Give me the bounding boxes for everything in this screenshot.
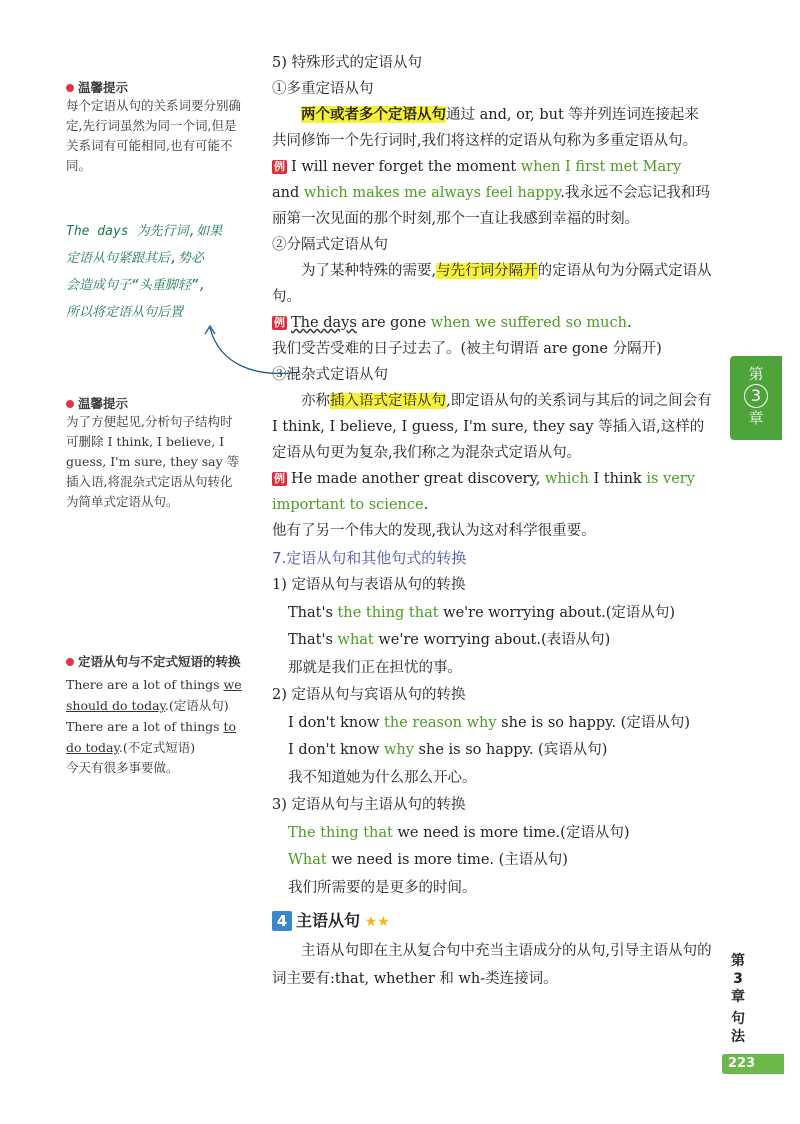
example-line: I don't know the reason why she is so happy. (定语从句) — [288, 714, 690, 731]
star-icon: ★★ — [364, 914, 390, 930]
example-translation: 那就是我们正在担忧的事。 — [288, 659, 462, 676]
bullet-icon — [66, 658, 74, 666]
bullet-icon — [66, 400, 74, 408]
page-number: 223 — [722, 1054, 784, 1074]
example-line: That's what we're worrying about.(表语从句) — [288, 632, 611, 648]
tip-title: 定语从句与不定式短语的转换 — [66, 652, 244, 672]
tip-box-1 — [66, 78, 242, 176]
chapter-tab[interactable]: 第 3 章 — [730, 356, 782, 440]
tip-text: 每个定语从句的关系词要分别确定,先行词虽然为同一个词,但是关系词有可能相同,也有可能不同。 — [66, 98, 242, 173]
example-line: What we need is more time. (主语从句) — [288, 852, 568, 868]
example-line: I don't know why she is so happy. (宾语从句) — [288, 742, 608, 758]
section-number-badge: 4 — [272, 911, 292, 931]
subsection-heading: ②分隔式定语从句 — [272, 237, 388, 253]
example: 例 The days are gone when we suffered so much. — [274, 315, 632, 331]
tip-example: There are a lot of things to do today.(不定式短语) — [66, 719, 237, 755]
section-heading: 5) 特殊形式的定语从句 — [272, 55, 422, 71]
tip-text: 为了方便起见,分析句子结构时可删除 I think, I believe, I guess, I'm sure, they say 等插入语,将混杂式定语从句转化为简单式定语从句。 — [66, 414, 240, 509]
section-7-heading: 7.定语从句和其他句式的转换 — [272, 549, 467, 567]
section-7-body — [272, 572, 712, 902]
bullet-icon — [66, 84, 74, 92]
section-4-heading: 4 主语从句 ★★ — [272, 906, 712, 937]
handwriting-line: 所以将定语从句后置 — [66, 305, 184, 320]
paragraph: 两个或者多个定语从句通过 and, or, but 等并列连词连接起来共同修饰一个先行词时,我们将这样的定语从句称为多重定语从句。 — [272, 106, 699, 149]
example-translation: 我们所需要的是更多的时间。 — [288, 879, 477, 896]
tip-translation: 今天有很多事要做。 — [66, 760, 179, 775]
handwritten-note — [66, 218, 256, 326]
paragraph: 亦称插入语式定语从句,即定语从句的关系词与其后的词之间会有 I think, I believe, I guess, I'm sure, they say 等插入语,这样的定语从句更为复杂,我们称之为混杂式定语从句。 — [272, 393, 712, 461]
subsection-heading: ③混杂式定语从句 — [272, 367, 388, 383]
paragraph: 为了某种特殊的需要,与先行词分隔开的定语从句为分隔式定语从句。 — [272, 263, 712, 305]
paragraph: 主语从句即在主从复合句中充当主语成分的从句,引导主语从句的词主要有:that, whether 和 wh-类连接词。 — [272, 943, 712, 987]
example: 例 I will never forget the moment when I first met Mary and which makes me always feel happy.我永远不会忘记我和玛丽第一次见面的那个时刻,那个一直让我感到幸福的时刻。 — [272, 159, 710, 227]
tip-box-3 — [66, 652, 244, 778]
handwriting-line: 定语从句紧跟其后,势必 — [66, 251, 204, 266]
handwriting-line: The days 为先行词,如果 — [66, 224, 223, 239]
example-icon: 例 — [274, 160, 285, 173]
example-translation: 他有了另一个伟大的发现,我认为这对科学很重要。 — [272, 523, 596, 539]
tip-title: 温馨提示 — [66, 78, 242, 96]
example-line: The thing that we need is more time.(定语从句) — [288, 824, 630, 841]
subsection-heading: 3) 定语从句与主语从句的转换 — [272, 797, 466, 813]
handwriting-line: 会造成句子“头重脚轻”, — [66, 278, 207, 293]
example-line: That's the thing that we're worrying about.(定语从句) — [288, 604, 676, 621]
example-icon: 例 — [274, 472, 285, 485]
example: 例 He made another great discovery, which I think is very important to science. — [272, 471, 695, 513]
subsection-heading: ①多重定语从句 — [272, 81, 374, 97]
subsection-heading: 2) 定语从句与宾语从句的转换 — [272, 687, 466, 703]
tip-title: 温馨提示 — [66, 394, 244, 412]
tip-example: There are a lot of things we should do today.(定语从句) — [66, 677, 242, 713]
subsection-heading: 1) 定语从句与表语从句的转换 — [272, 577, 466, 593]
example-icon: 例 — [274, 316, 285, 329]
tip-box-2 — [66, 394, 244, 512]
example-translation: 我们受苦受难的日子过去了。(被主句谓语 are gone 分隔开) — [272, 341, 662, 357]
main-content — [272, 50, 712, 993]
example-translation: 我不知道她为什么那么开心。 — [288, 769, 477, 786]
chapter-side-label: 第 3 章 句 法 — [731, 953, 745, 1045]
